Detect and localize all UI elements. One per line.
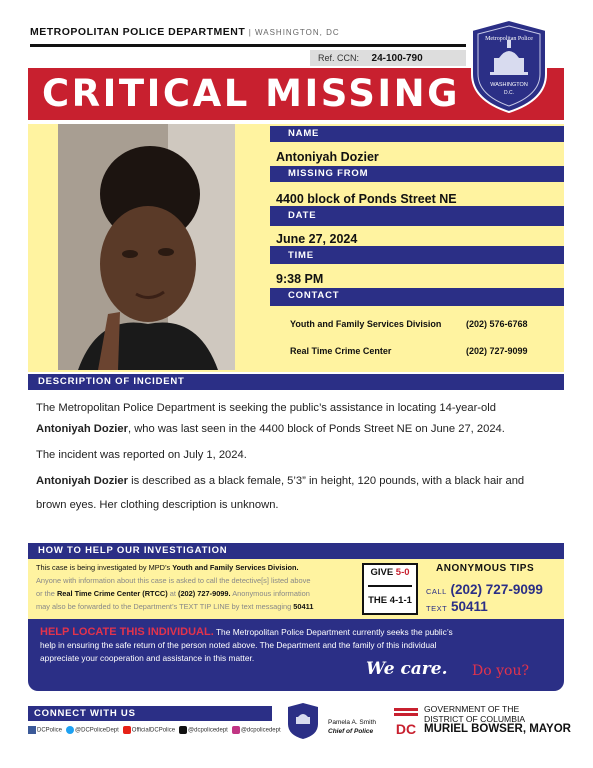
missing-from-value: 4400 block of Ponds Street NE bbox=[276, 192, 457, 206]
social-label: @dcpolicedept bbox=[240, 727, 281, 734]
call-label: CALL bbox=[426, 587, 447, 596]
missing-person-photo bbox=[58, 124, 235, 370]
department-header bbox=[30, 26, 340, 38]
help-locate-heading: HELP LOCATE THIS INDIVIDUAL. bbox=[40, 626, 214, 638]
text-label: TEXT bbox=[426, 604, 448, 613]
the-411-text: THE 4-1-1 bbox=[368, 595, 412, 606]
badge-top-text: Metropolitan Police bbox=[485, 36, 533, 42]
description-text: , who was last seen in the 4400 block of Ponds Street NE on June 27, 2024. bbox=[128, 423, 505, 435]
text-tip-line[interactable] bbox=[426, 599, 488, 614]
anonymous-tips-title: ANONYMOUS TIPS bbox=[436, 563, 535, 574]
mpd-seal-icon bbox=[286, 702, 320, 740]
ref-label: Ref. CCN: bbox=[318, 53, 360, 63]
social-links bbox=[28, 726, 281, 734]
description-paragraph-2: The incident was reported on July 1, 2024. bbox=[36, 449, 247, 461]
date-value: June 27, 2024 bbox=[276, 232, 358, 246]
social-link-twitter[interactable] bbox=[66, 726, 119, 734]
description-label: DESCRIPTION OF INCIDENT bbox=[28, 374, 564, 390]
help-text: This case is being investigated by MPD’s bbox=[36, 563, 173, 572]
help-line-2: Anyone with information about this case is asked to call the detective[s] listed above bbox=[36, 576, 311, 585]
social-link-youtube[interactable] bbox=[123, 726, 175, 734]
description-text: The Metropolitan Police Department is seeking the public’s assistance in locating 14-year-old bbox=[36, 402, 496, 414]
help-line-3 bbox=[36, 588, 356, 599]
department-location: | WASHINGTON, DC bbox=[248, 28, 340, 37]
portrait-illustration bbox=[58, 124, 235, 370]
facebook-icon bbox=[28, 726, 36, 734]
rtcc-name: Real Time Crime Center (RTCC) bbox=[56, 589, 168, 598]
text-tip-number[interactable]: 50411 bbox=[293, 602, 314, 611]
person-name-bold: Antoniyah Dozier bbox=[36, 475, 128, 487]
header-rule bbox=[30, 44, 466, 47]
twitter-icon bbox=[66, 726, 74, 734]
call-number[interactable]: (202) 727-9099 bbox=[450, 582, 543, 597]
social-link-facebook[interactable] bbox=[28, 726, 62, 734]
help-text: Anonymous information bbox=[230, 589, 310, 598]
contact-phone[interactable]: (202) 727-9099 bbox=[466, 346, 528, 356]
description-paragraph-3 bbox=[36, 474, 556, 488]
time-label: TIME bbox=[270, 248, 564, 264]
mayor-name: MURIEL BOWSER, MAYOR bbox=[424, 723, 571, 735]
help-division: Youth and Family Services Division. bbox=[172, 563, 299, 572]
connect-label: CONNECT WITH US bbox=[28, 706, 272, 721]
help-text: or the bbox=[36, 589, 57, 598]
help-line-1 bbox=[36, 562, 356, 573]
call-tip-line[interactable] bbox=[426, 582, 543, 597]
help-label: HOW TO HELP OUR INVESTIGATION bbox=[28, 543, 564, 559]
contact-label: CONTACT bbox=[270, 288, 564, 304]
give-text: GIVE bbox=[370, 567, 396, 578]
we-care-slogan: We care. bbox=[366, 659, 448, 679]
description-paragraph-3b: brown eyes. Her clothing description is unknown. bbox=[36, 499, 279, 511]
contact-name: Youth and Family Services Division bbox=[290, 319, 442, 329]
chief-signature bbox=[328, 718, 376, 736]
five-o-text: 5-0 bbox=[395, 567, 410, 578]
help-line-4 bbox=[36, 601, 356, 612]
person-name: Antoniyah Dozier bbox=[276, 150, 379, 164]
social-label: OfficialDCPolice bbox=[131, 727, 176, 734]
help-text: may also be forwarded to the Department’s TEXT TIP LINE by text messaging bbox=[36, 602, 294, 611]
locate-body: The Metropolitan Police Department currently seeks the public’s bbox=[213, 627, 453, 637]
tiktok-icon bbox=[179, 726, 187, 734]
description-text: is described as a black female, 5’3” in height, 120 pounds, with a black hair and bbox=[128, 475, 525, 487]
reference-box bbox=[310, 50, 466, 66]
logo-divider bbox=[368, 585, 412, 587]
give-50-text bbox=[364, 567, 416, 578]
ref-value: 24-100-790 bbox=[371, 53, 423, 64]
instagram-icon bbox=[232, 726, 240, 734]
contact-phone[interactable]: (202) 576-6768 bbox=[466, 319, 528, 329]
give-50-the-411-logo bbox=[362, 563, 418, 615]
name-label: NAME bbox=[270, 126, 564, 142]
help-locate-text bbox=[40, 626, 552, 665]
date-label: DATE bbox=[270, 208, 564, 224]
svg-text:DC: DC bbox=[395, 721, 417, 737]
badge-bottom-text: WASHINGTON bbox=[490, 82, 528, 88]
badge-dc-text: D.C. bbox=[504, 90, 514, 96]
govt-line-1: GOVERNMENT OF THE bbox=[424, 704, 520, 714]
social-link-tiktok[interactable] bbox=[179, 726, 228, 734]
description-paragraph-1b bbox=[36, 422, 556, 436]
department-name: METROPOLITAN POLICE DEPARTMENT bbox=[30, 26, 246, 38]
social-label: DCPolice bbox=[37, 727, 63, 734]
time-value: 9:38 PM bbox=[276, 272, 324, 286]
contact-name: Real Time Crime Center bbox=[290, 346, 392, 356]
dc-government bbox=[424, 704, 571, 734]
social-label: @DCPoliceDept bbox=[75, 727, 119, 734]
divider bbox=[270, 224, 564, 226]
chief-name: Pamela A. Smith bbox=[328, 719, 377, 726]
youtube-icon bbox=[123, 726, 131, 734]
dc-flag-logo-icon bbox=[392, 706, 420, 738]
social-link-instagram[interactable] bbox=[232, 726, 281, 734]
social-label: @dcpolicedept bbox=[188, 727, 228, 734]
locate-body: appreciate your cooperation and assistance in this matter. bbox=[40, 653, 255, 663]
missing-from-label: MISSING FROM bbox=[270, 166, 564, 182]
person-name-bold: Antoniyah Dozier bbox=[36, 423, 128, 435]
locate-body: help in ensuring the safe return of the person noted above. The Department and the family of this individual bbox=[40, 640, 437, 650]
rtcc-phone[interactable]: (202) 727-9099. bbox=[177, 589, 231, 598]
text-number[interactable]: 50411 bbox=[450, 599, 488, 614]
divider bbox=[270, 304, 564, 306]
govt-line-2: DISTRICT OF COLUMBIA bbox=[424, 714, 526, 724]
do-you-slogan: Do you? bbox=[472, 663, 529, 679]
banner-title: CRITICAL MISSING bbox=[42, 72, 460, 115]
description-paragraph-1 bbox=[36, 401, 556, 415]
police-badge-icon bbox=[466, 18, 552, 114]
help-text: at bbox=[167, 589, 178, 598]
chief-title: Chief of Police bbox=[328, 728, 374, 735]
